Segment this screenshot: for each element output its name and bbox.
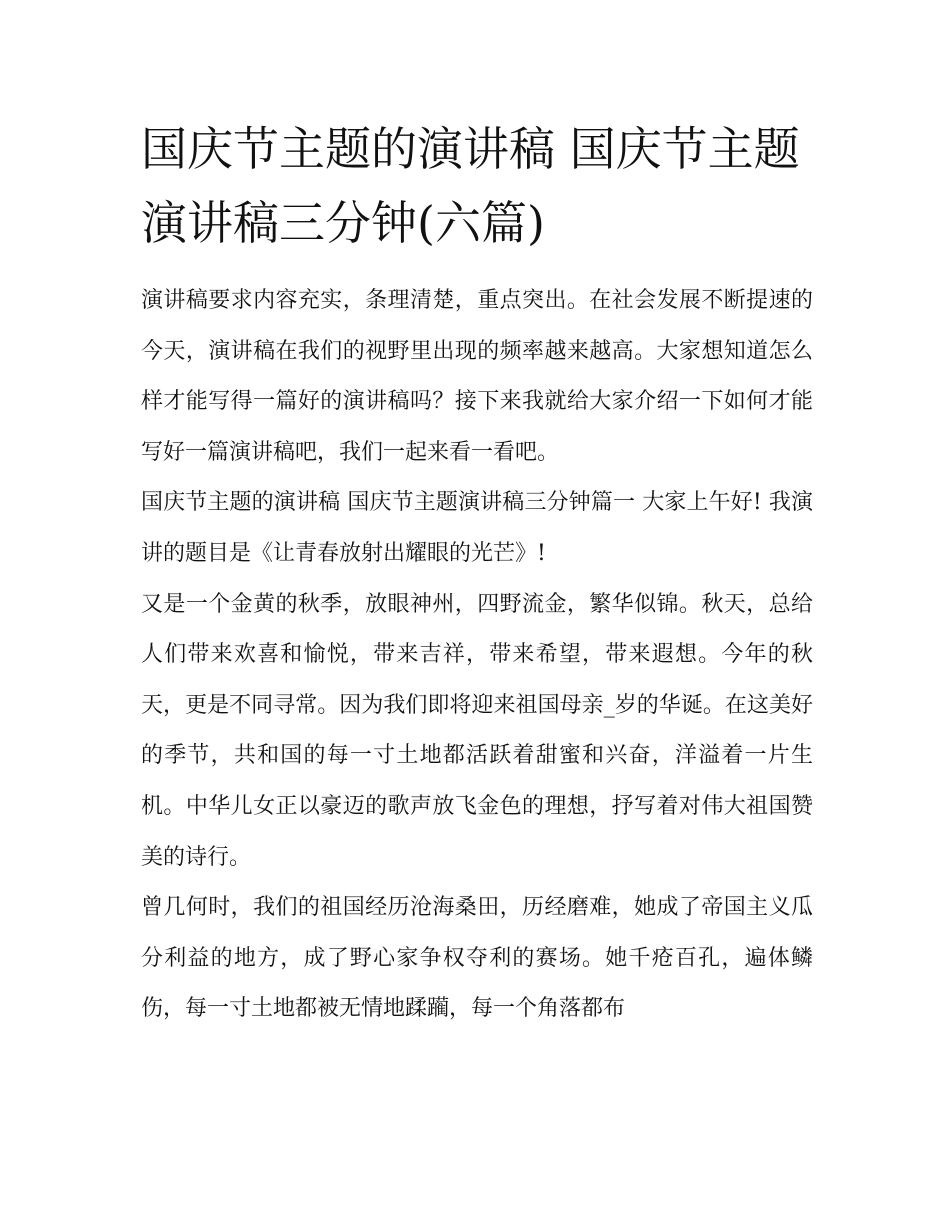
paragraph-autumn: 又是一个金黄的秋季，放眼神州，四野流金，繁华似锦。秋天，总给人们带来欢喜和愉悦，带来吉祥，带来希望，带来遐想。今年的秋天，更是不同寻常。因为我们即将迎来祖国母亲_岁的华诞。在这美好的季节，共和国的每一寸土地都活跃着甜蜜和兴奋，洋溢着一片生机。中华儿女正以豪迈的歌声放飞金色的理想，抒写着对伟大祖国赞美的诗行。 bbox=[141, 591, 813, 870]
paragraph-speech-opening: 国庆节主题的演讲稿 国庆节主题演讲稿三分钟篇一 大家上午好! 我演讲的题目是《让青春放射出耀眼的光芒》! bbox=[141, 490, 813, 566]
document-title: 国庆节主题的演讲稿 国庆节主题演讲稿三分钟(六篇) bbox=[141, 122, 800, 250]
paragraph-intro: 演讲稿要求内容充实，条理清楚，重点突出。在社会发展不断提速的今天，演讲稿在我们的视野里出现的频率越来越高。大家想知道怎么样才能写得一篇好的演讲稿吗？接下来我就给大家介绍一下如何才能写好一篇演讲稿吧，我们一起来看一看吧。 bbox=[141, 288, 813, 465]
document-page bbox=[141, 112, 813, 1035]
document-body bbox=[141, 276, 813, 1035]
paragraph-history: 曾几何时，我们的祖国经历沧海桑田，历经磨难，她成了帝国主义瓜分利益的地方，成了野心家争权夺利的赛场。她千疮百孔，遍体鳞伤，每一寸土地都被无情地蹂躏，每一个角落都布 bbox=[141, 895, 813, 1022]
